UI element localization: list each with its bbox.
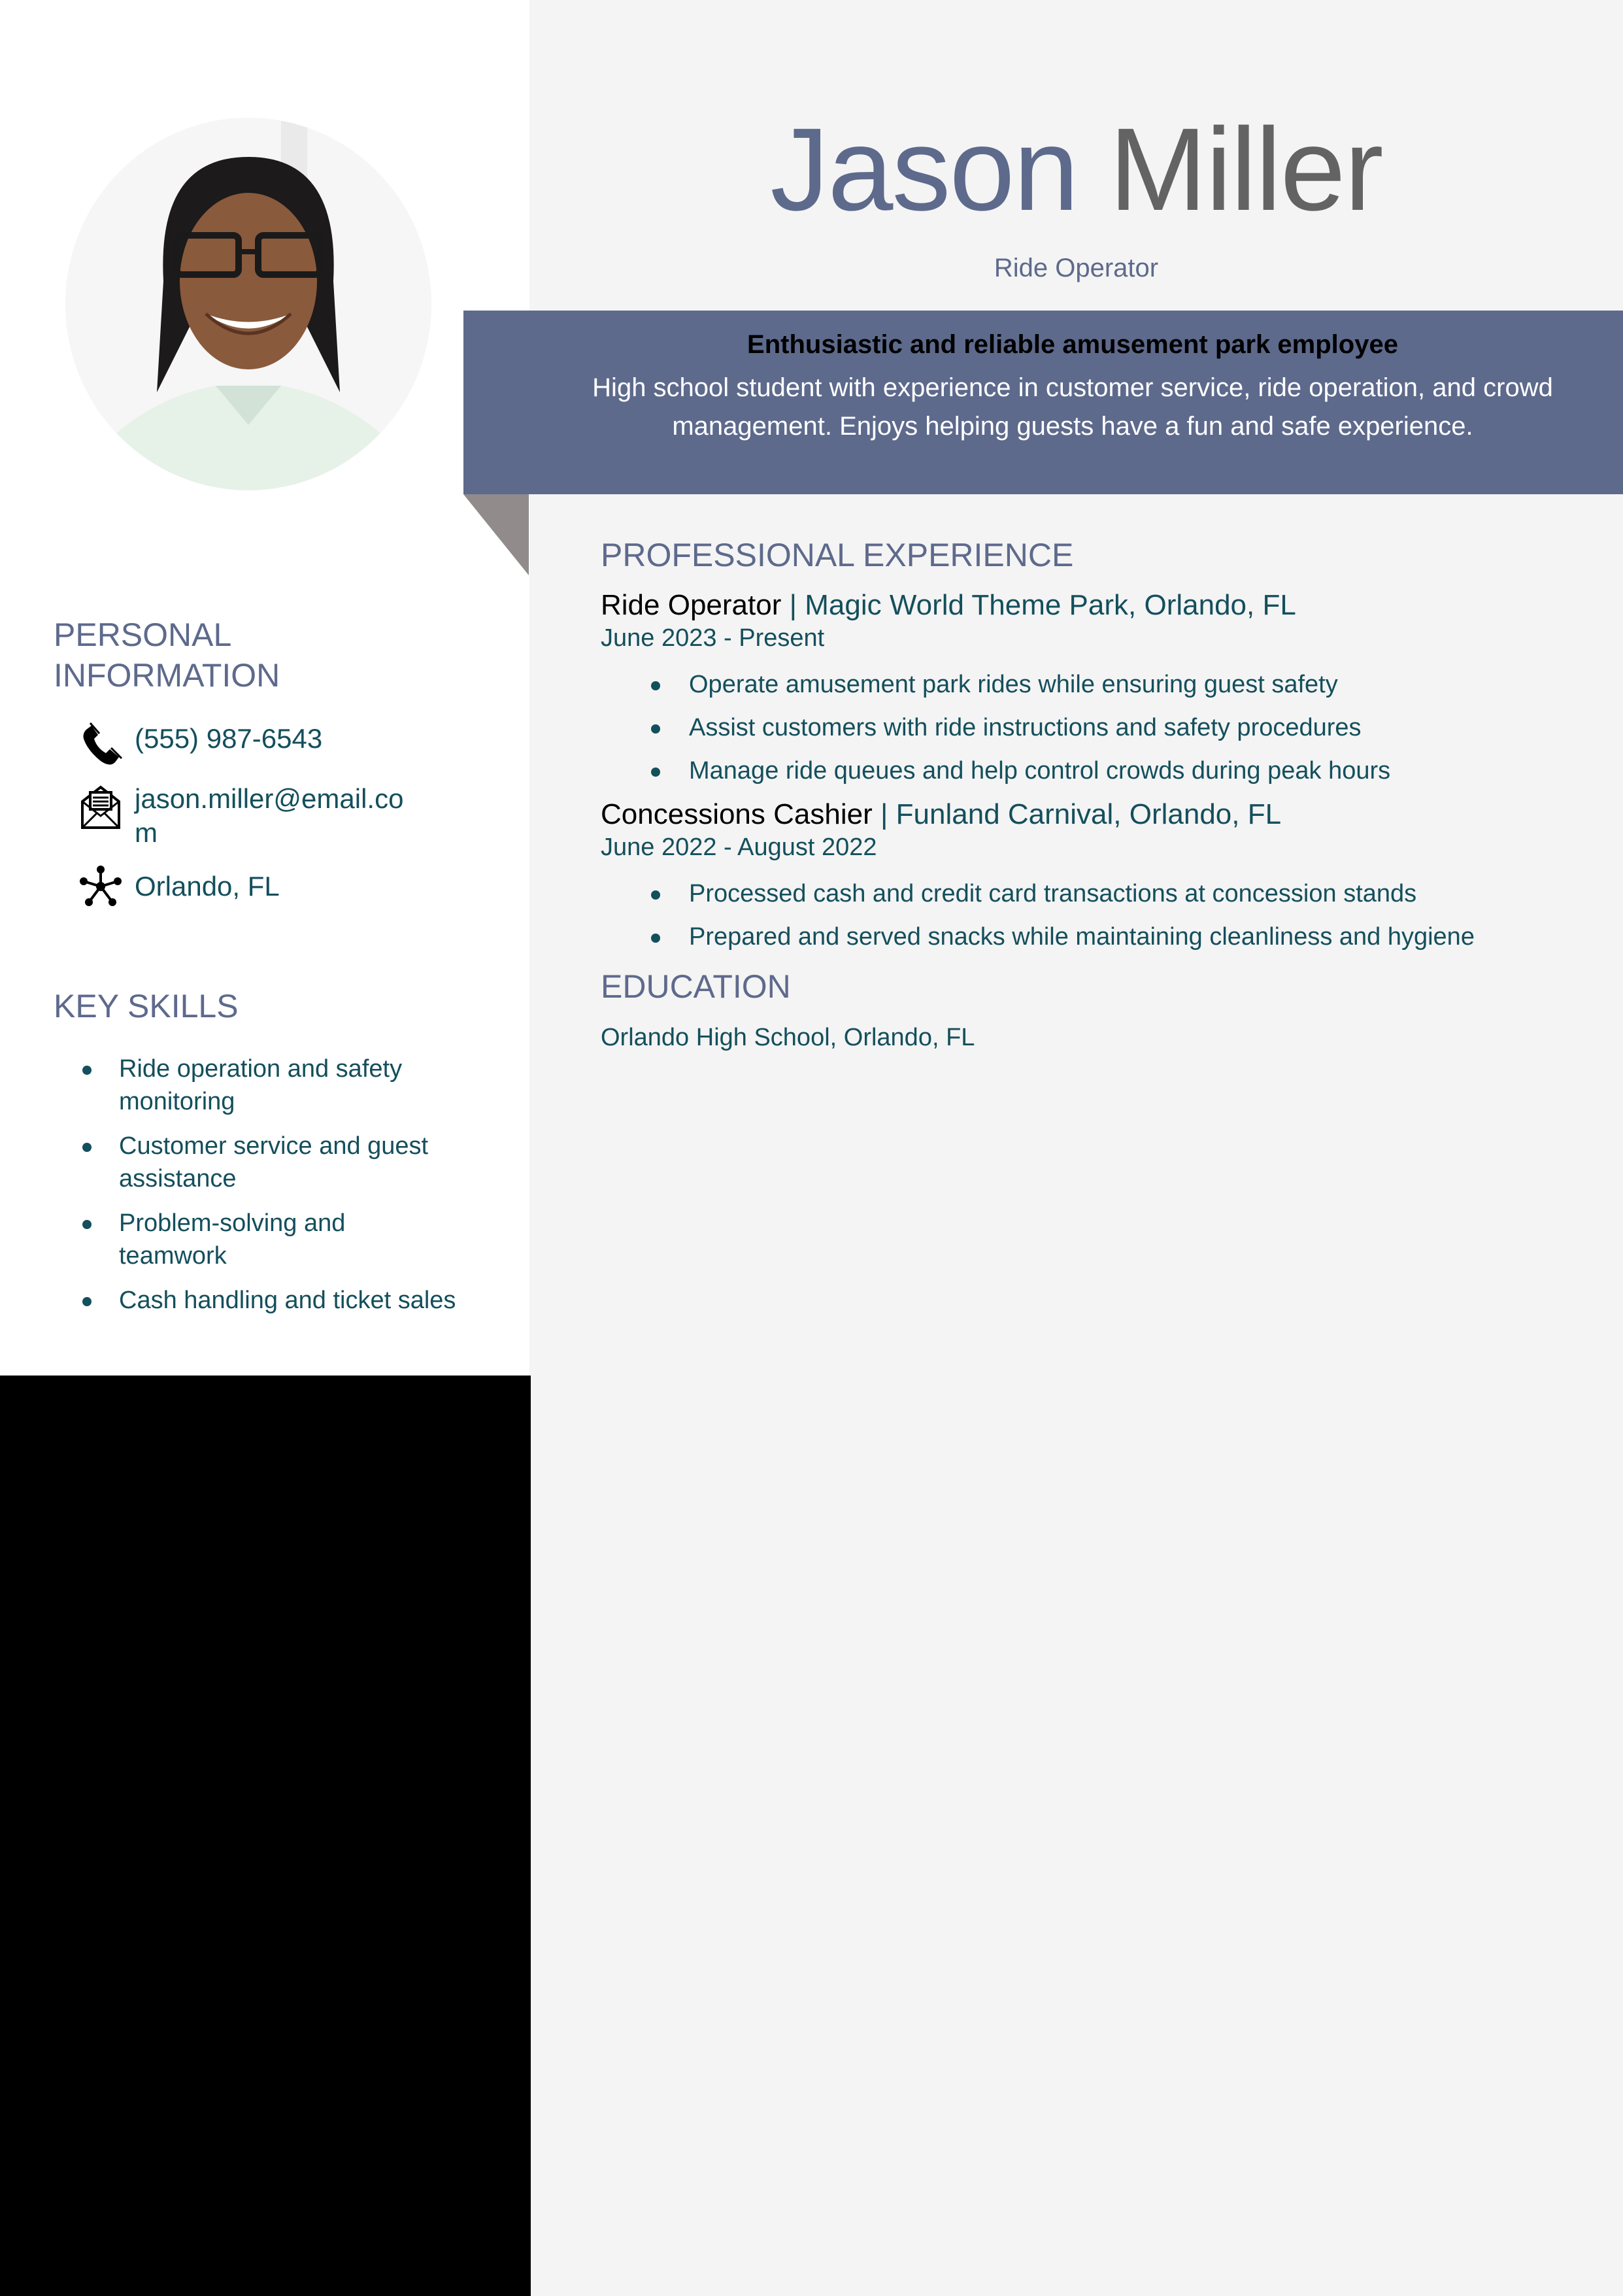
- contact-email: [54, 782, 472, 850]
- duty-item: Assist customers with ride instructions and safety procedures: [601, 711, 1581, 744]
- job-company: Funland Carnival, Orlando, FL: [895, 798, 1282, 830]
- email-value[interactable]: jason.miller@email.com: [135, 783, 404, 848]
- summary-headline: Enthusiastic and reliable amusement park employee: [747, 330, 1398, 359]
- first-name: Jason: [770, 104, 1078, 235]
- personal-info-heading: PERSONAL INFORMATION: [54, 616, 280, 694]
- separator: |: [789, 589, 797, 621]
- last-name: Miller: [1109, 104, 1382, 235]
- phone-icon: [77, 722, 124, 769]
- skill-item: Problem-solving and teamwork: [54, 1207, 459, 1272]
- skill-item: Customer service and guest assistance: [54, 1130, 459, 1195]
- candidate-name: [529, 98, 1623, 242]
- job-dates: June 2022 - August 2022: [601, 834, 877, 861]
- contact-location: [54, 863, 472, 910]
- experience-section: [601, 535, 1581, 1052]
- personal-info-section: [54, 615, 472, 923]
- location-value: Orlando, FL: [135, 871, 280, 902]
- duties-list: [601, 877, 1581, 953]
- job-title: Ride Operator: [994, 254, 1159, 282]
- phone-value[interactable]: (555) 987-6543: [135, 723, 323, 754]
- network-icon: [77, 863, 124, 910]
- summary-text: High school student with experience in customer service, ride operation, and crowd management. Enjoys helping guests have a fun and safe experience.: [592, 373, 1553, 441]
- job-entry: [601, 798, 1581, 953]
- job-role: Concessions Cashier: [601, 798, 873, 830]
- sidebar-footer-block: [0, 1376, 531, 2296]
- experience-heading: PROFESSIONAL EXPERIENCE: [601, 537, 1074, 573]
- duty-item: Prepared and served snacks while maintaining cleanliness and hygiene: [601, 920, 1581, 953]
- job-company: Magic World Theme Park, Orlando, FL: [805, 589, 1296, 621]
- envelope-icon: [77, 782, 124, 829]
- skills-list: [54, 1053, 472, 1317]
- job-entry: [601, 588, 1581, 787]
- separator: |: [880, 798, 888, 830]
- profile-photo: [65, 118, 431, 490]
- duty-item: Processed cash and credit card transactions at concession stands: [601, 877, 1581, 910]
- job-dates: June 2023 - Present: [601, 624, 825, 652]
- skill-item: Cash handling and ticket sales: [54, 1284, 459, 1317]
- key-skills-heading: KEY SKILLS: [54, 988, 239, 1024]
- contact-phone: [54, 722, 472, 769]
- duty-item: Manage ride queues and help control crowds during peak hours: [601, 754, 1581, 787]
- summary-banner: [463, 311, 1623, 494]
- key-skills-section: [54, 986, 472, 1328]
- job-role: Ride Operator: [601, 589, 782, 621]
- job-header: [601, 798, 1581, 832]
- education-school: Orlando High School, Orlando, FL: [601, 1024, 975, 1051]
- skill-item: Ride operation and safety monitoring: [54, 1053, 459, 1118]
- job-header: [601, 588, 1581, 622]
- education-heading: EDUCATION: [601, 968, 791, 1005]
- duty-item: Operate amusement park rides while ensuring guest safety: [601, 668, 1581, 701]
- duties-list: [601, 668, 1581, 787]
